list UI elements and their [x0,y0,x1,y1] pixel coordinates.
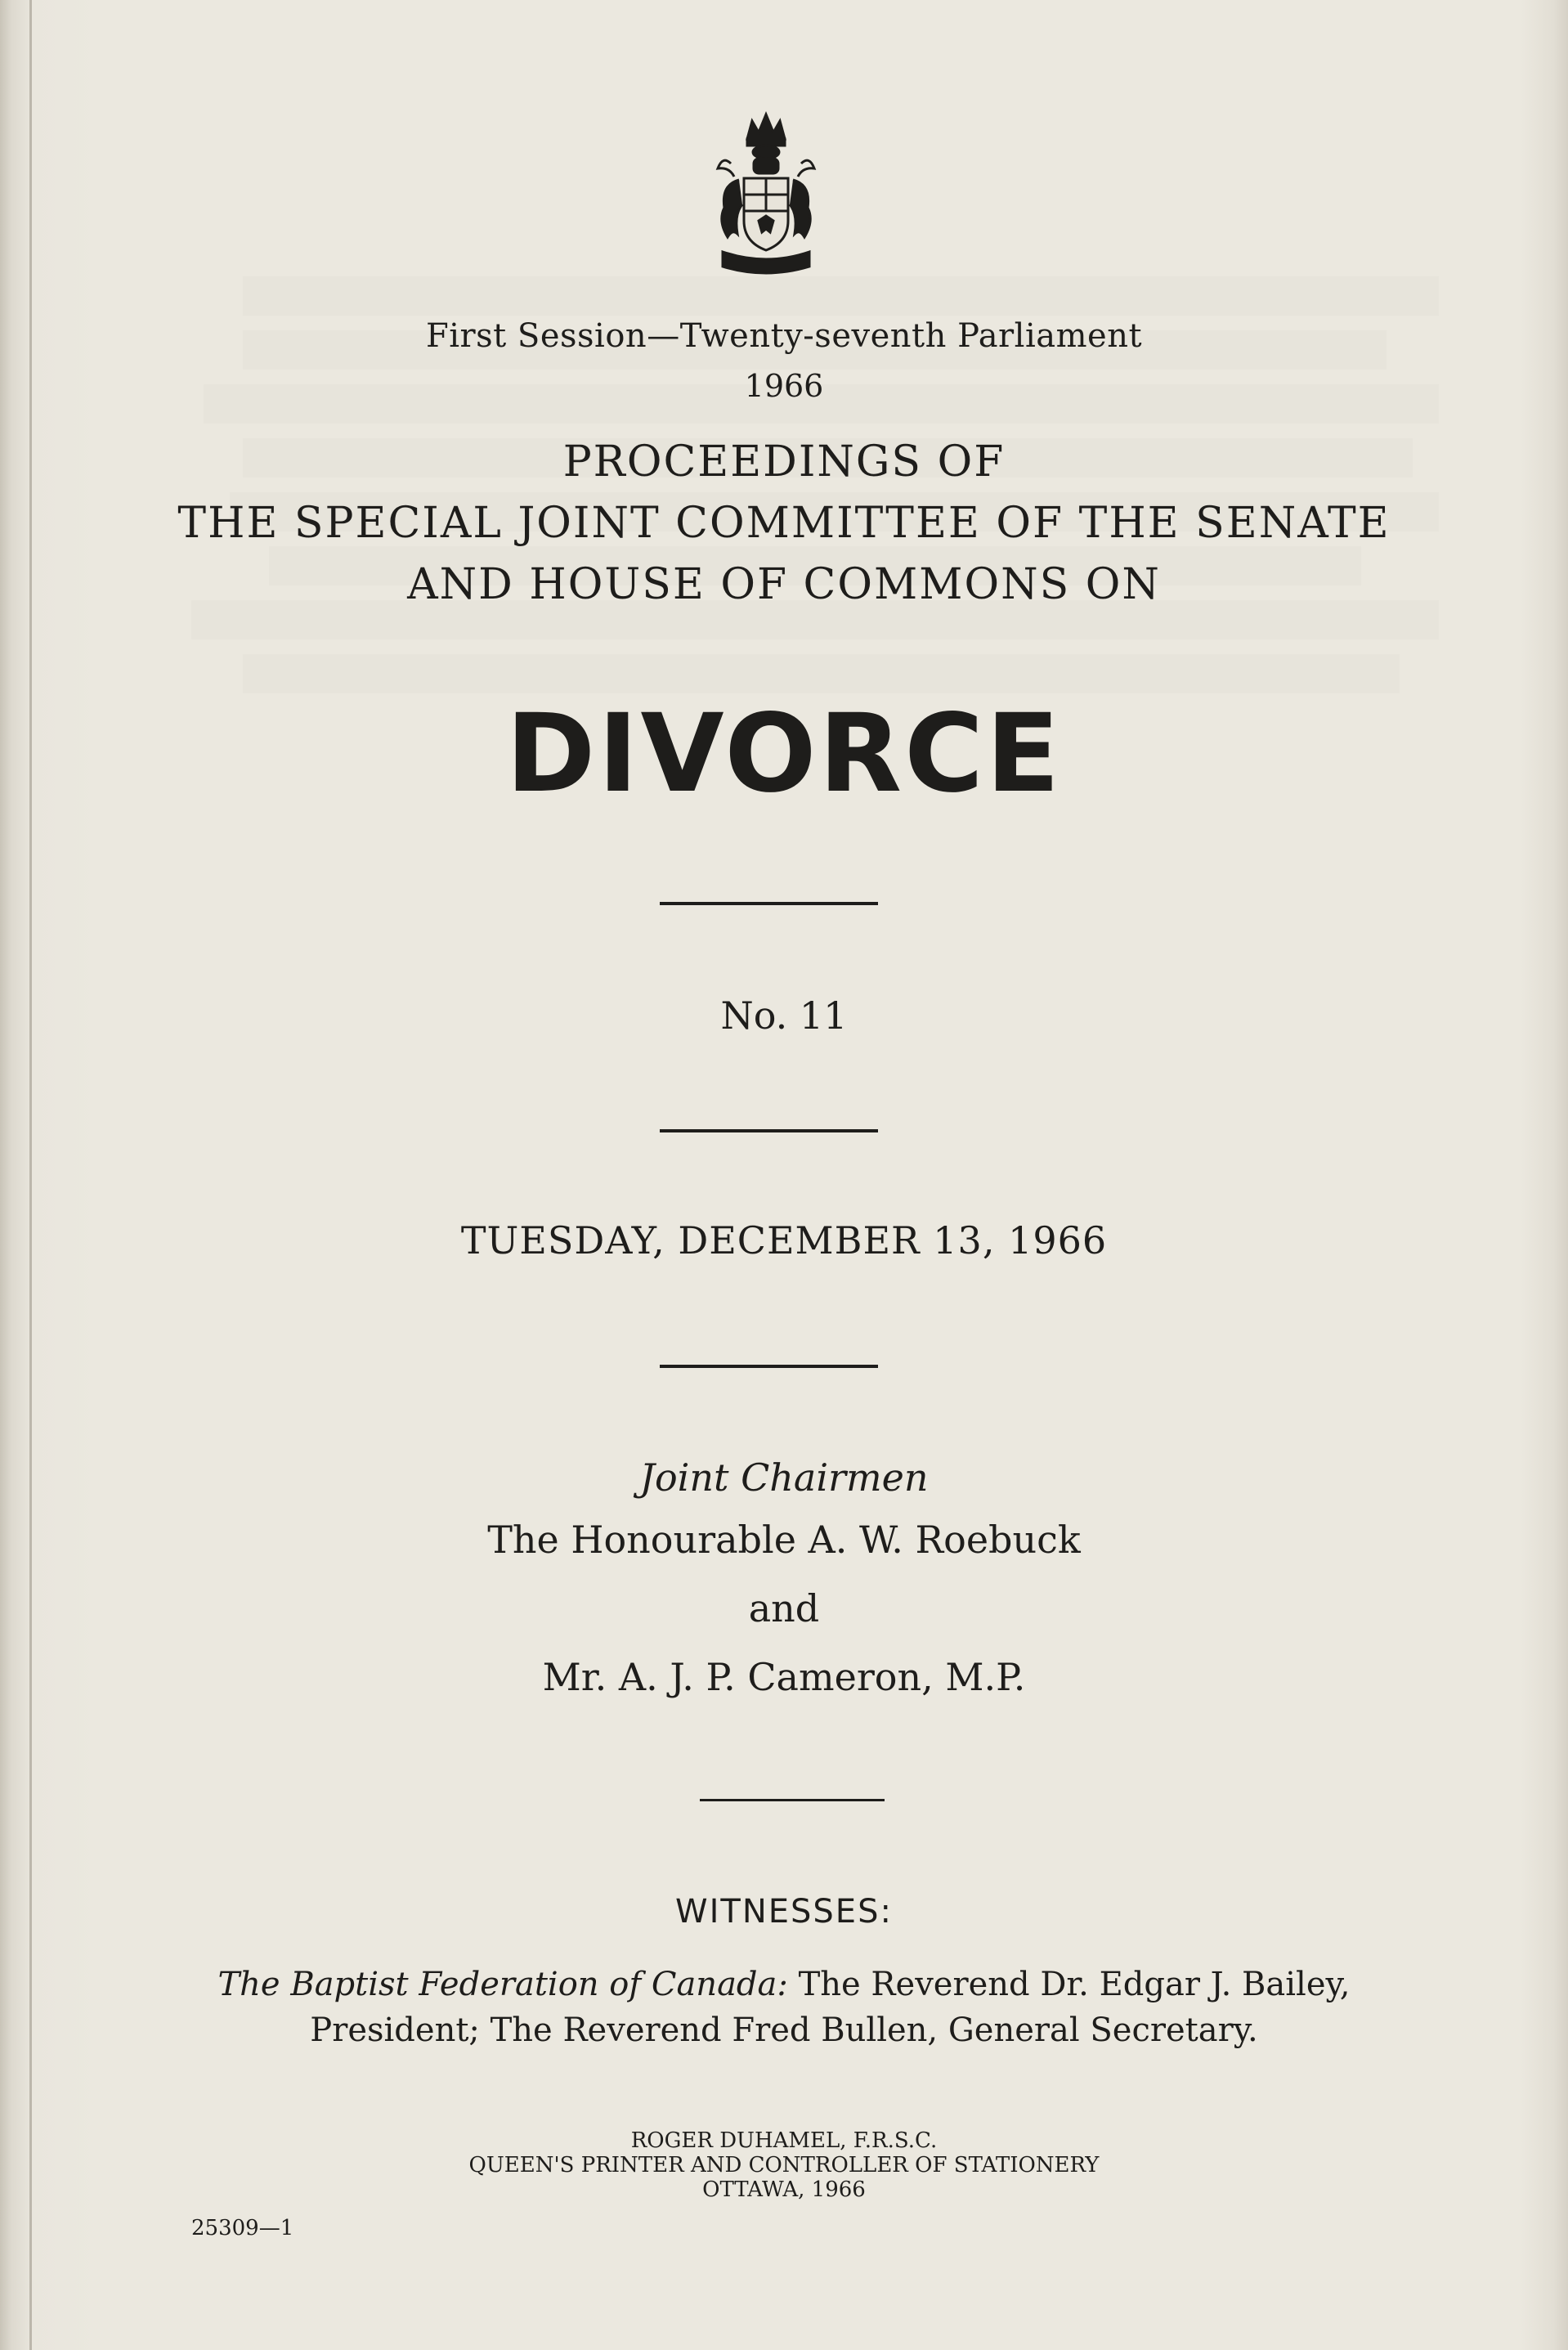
witnesses-line-1 [0,1966,1568,2003]
chairmen-conjunction: and [748,1586,820,1630]
title-line-2: THE SPECIAL JOINT COMMITTEE OF THE SENATE [177,499,1391,548]
subject-title: DIVORCE [505,691,1063,817]
session-year: 1966 [744,368,824,404]
document-code: 25309—1 [191,2216,294,2240]
joint-chairmen-heading: Joint Chairmen [639,1455,929,1500]
witnesses-line-2: President; The Reverend Fred Bullen, General Secretary. [310,2011,1258,2049]
divider [660,1129,878,1132]
canada-coat-of-arms-icon [706,106,826,280]
title-line-1: PROCEEDINGS OF [562,437,1006,487]
session-line: First Session—Twenty-seventh Parliament [425,317,1143,355]
issue-number: No. 11 [720,993,848,1038]
witness-organization: The Baptist Federation of Canada: [217,1966,788,2003]
printer-place: OTTAWA, 1966 [702,2177,866,2202]
printer-title: QUEEN'S PRINTER AND CONTROLLER OF STATIONERY [468,2153,1100,2177]
printer-name: ROGER DUHAMEL, F.R.S.C. [630,2128,938,2153]
meeting-date: TUESDAY, DECEMBER 13, 1966 [460,1218,1108,1262]
title-line-3: AND HOUSE OF COMMONS ON [407,560,1161,609]
witnesses-heading: WITNESSES: [675,1893,893,1931]
divider [660,1365,878,1368]
divider [660,902,878,905]
chairman-commons: Mr. A. J. P. Cameron, M.P. [542,1655,1026,1699]
witness-names-1: The Reverend Dr. Edgar J. Bailey, [787,1966,1351,2003]
chairman-senate: The Honourable A. W. Roebuck [487,1518,1081,1562]
divider [700,1799,885,1801]
